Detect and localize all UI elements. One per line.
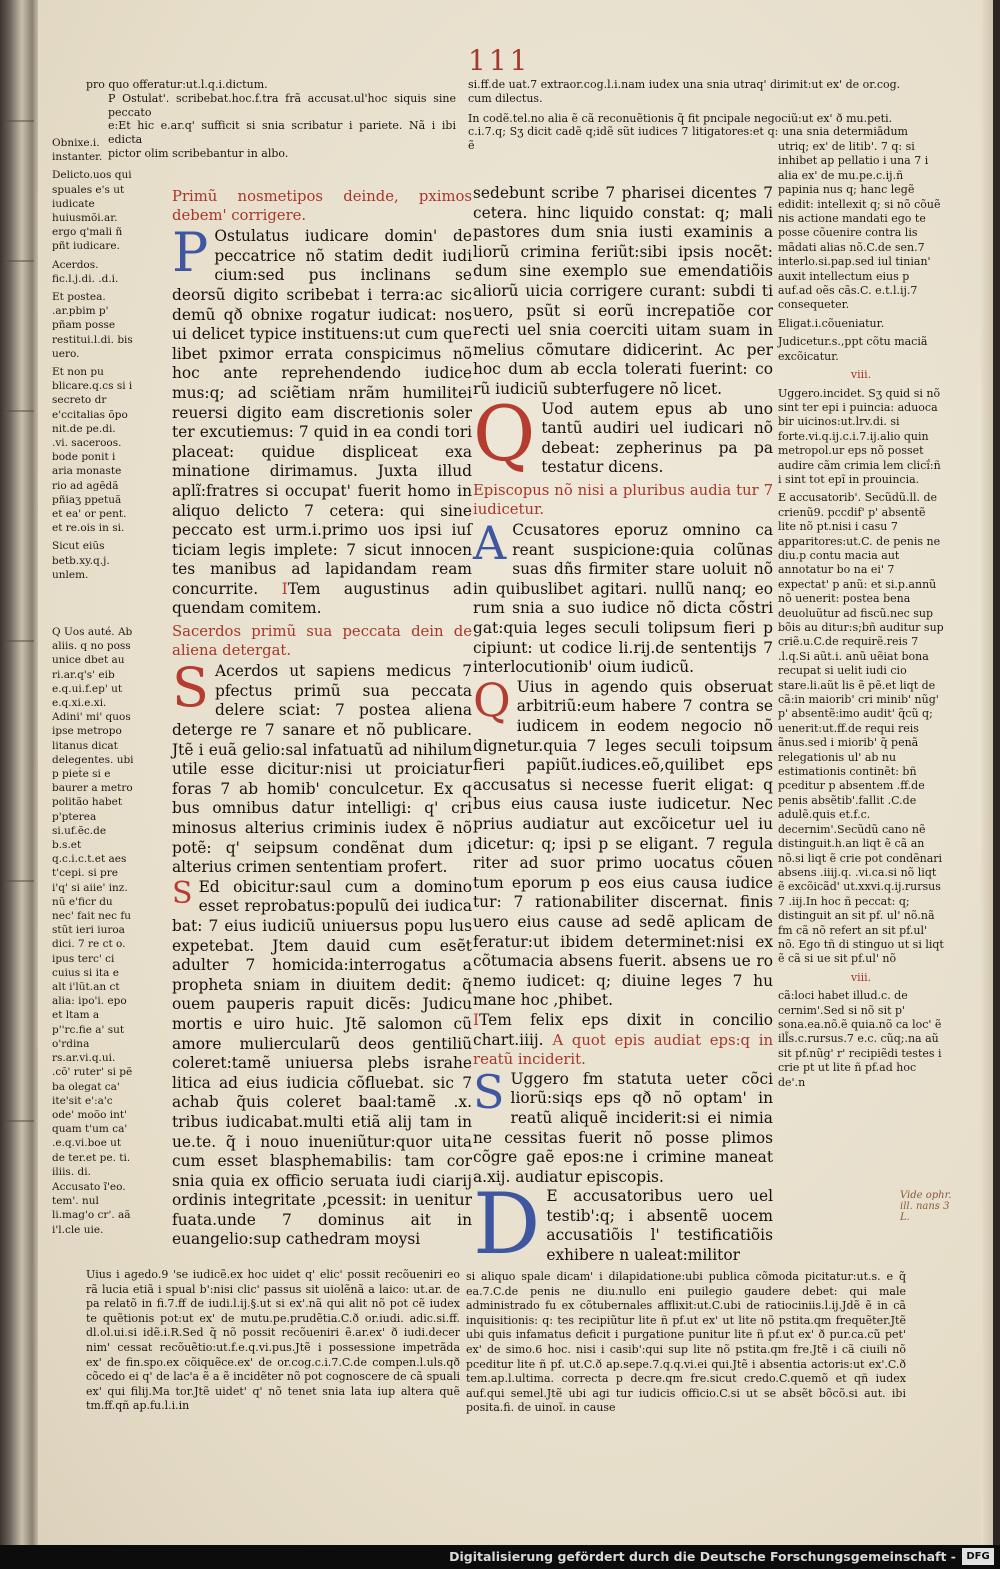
- gloss-heading: viii.: [850, 970, 872, 984]
- paragraph-text: sedebunt scribe 7 pharisei dicentes 7 cetera. hinc liquido constat: q; mali pastores dum snia iusti examinis a liorũ crimina feriũt:sibi ipsis nocẽt: dum sine exemplo sue emendatiõis aliorũ uicia corrigere curant: subdi ti uero, psũt si eorũ increpatiõe cor recti uel snia coerciti uitam suam in melius cõmutare didicerint. Ac per hoc dum ab eccla tolerati fuerint: co rũ iudiciũ subterfugere nõ licet.: [473, 184, 773, 398]
- gloss-paragraph: Judicetur.s.,ppt cõtu maciã excõicatur.: [778, 335, 928, 363]
- paragraph-text: Uod autem epus ab uno tantũ audiri uel iudicari nõ debeat: zepherinus pa pa testatur dicens.: [541, 399, 773, 477]
- margin-note: Obnixe.i. instanter.: [52, 137, 103, 164]
- margin-note: Et postea. .ar.pbim p' pñam posse restitui.l.di. bis uero.: [52, 291, 133, 360]
- gloss-paragraph: E accusatorib'. Secũdũ.ll. de crienũ9. pccdif' p' absentẽ lite nõ pt.nisi i casu 7 apparitores:ut.C. de penis ne diu.p contu macia aut annotatur bo na ei' 7 expectat' p anũ: et si.p.annũ nõ uenerit: postea bena deuoluũtur ad fiscũ.nec sup bõis au ditur:s;bñ auditur sup criẽ.u.C.de requirẽ.reis 7 .l.q.Si aũt.i. anũ uẽiat bona recupat si uelit iudi cio stare.li.aũt lis ẽ pẽ.et liqt de cã:in maiorib' cri minib' nũg' p' absentẽ:imo audit' q̃cũ q; uenerit:ut.ff.de requi reis ãnus.sed i miorib' q̃ penã relegationis ul' ab nu estimationis continẽt: bñ pceditur p absentem .ff.de penis absẽtib'.fallit .C.de adulẽ.quis et.f.c. decernim'.Secũdũ cano nẽ distinguit.h.an liqt ẽ cã an nõ.si liqt ẽ crie pot condẽnari absens .iiij.q. .vi.ca.si nõ liqt ẽ excõicãd' ut.xxvi.q.ij.rursus 7 .iij.In hoc ñ peccat: q; distinguit an sit pf. ul' nõ.nã fm cã nõ refert an sit pf.ul' nõ. Ego tñ di stinguo ut si liqt ẽ cã si ue sit pf.ul' nõ: [778, 491, 944, 966]
- paragraph: [473, 1064, 773, 1188]
- gloss-paragraph: Uius i agedo.9 'se iudicẽ.ex hoc uidet q' elic' possit recõueniri eo rã lucia etiã i spual b':nisi clic' passus sit uiolẽnã a laico: ut.ar. de pa relatõ in fi.7.ff de iudi.l.ij.§.ut si ex'.nã qui alit nõ pot cẽ iudex te quẽtionis pot:ut ex' de mutu.pe.prudẽtia.C.ð or.iudi. adic.si.ff. dl.ol.ui.si idẽ.i.R.Sed q̃ nõ possit recõueniri ẽ.ar.ex' ð iudi.decer nim' cessat recõuẽtio:ut.f.e.q.vi.pus.Jtẽ i possessione impetrãda ex' de fin.spo.ex cõiquẽce.ex' de or.cog.c.i.7.C.de compen.l.uls.qð cõcedo ei q' de lac'a ẽ a ẽ incidẽter nõ pot cognoscere de cã spuali ex' qui filij.Ma tor.Jtẽ uidet' q' nõ tenet snia lata iup altera quẽ tm.ff.qñ ap.fu.l.i.in: [86, 1268, 460, 1413]
- blue-initial-letter: D: [473, 1175, 541, 1274]
- paragraph: [473, 1011, 773, 1070]
- margin-note: Sicut eiũs betb.xy.q.j. unlem.: [52, 540, 110, 581]
- paragraph-text: Acerdos ut sapiens medicus 7 pfectus primũ sua peccata delere sciat: 7 postea aliena deterge re 7 sanare et nõ publicare. Jtẽ i euã gelio:sal infatuatũ ad nihilum utile esse dicitur:nisi ut proiciatur foras 7 ab homib' conculcetur.: [172, 662, 472, 798]
- paragraph: [172, 875, 472, 1250]
- paragraph-text: Ed obicitur:saul cum a domino esset reprobatus:populũ dei iudica bat: 7 eius iudiciũ uniuersus popu lus expetebat. Jtem dauid cum esẽt adulter 7 homicida:interrogatus a propheta sniam in diuitem dedit: q̃ ouem pauperis rapuit dicẽs: Judicu mortis e uiro huic. Jtẽ salomon cũ amore muliercularũ deos gentiliũ coleret:tamẽ uniuersa plebs israhe litica ad eius iudicia cõfluebat. sic 7 achab q̃uis coleret baal:tamẽ .x. tribus iudicabat.multi etiã alij tam in ue.te. q̃ i nouo inueniũtur:quor uita cum esset blasphemabilis: tam cor snia quia ex officio seruata iudi ciarij ordinis integritate ,pcessit: in uenitur fuata.unde 7 dominus ait in euangelio:sup cathedram moysi: [172, 877, 472, 1249]
- rubric-heading: Sacerdos primũ sua peccata dein de aliena detergat.: [172, 623, 472, 659]
- paragraph-text: E accusatoribus uero uel testib':q; i absentẽ uocem accusatiõis l' testificatiõis exhibere n ualeat:militor: [546, 1187, 773, 1265]
- red-initial-letter: I: [281, 579, 288, 598]
- dfg-logo: DFG: [962, 1548, 994, 1565]
- margin-note: Delicto.uos qui spuales e's ut iudicate huiusmõi.ar. ergo q'mali ñ pñt iudicare.: [52, 169, 132, 253]
- gloss-line: cum dilectus.: [468, 91, 543, 105]
- red-initial-letter: I: [473, 1010, 480, 1029]
- paragraph: [473, 1175, 773, 1274]
- paragraph: [473, 672, 773, 1011]
- margin-note: Et non pu blicare.q.cs si i secreto dr e'ccitalias õpo nit.de pe.di. .vi. saceroos. bode ponit i aria monaste rio ad agẽdã pñiaʒ ppetuã et ea' or pent. et re.ois in si.: [52, 366, 133, 535]
- red-initial-letter: S: [172, 875, 193, 911]
- paragraph-text: Uius in agendo quis obseruat arbitriũ:eum habere 7 contra se iudicem in eodem negocio nõ dignetur.quia 7 leges seculi toipsum fieri papiũt.iudices.eõ,quilibet eps accusatus si necesse fuerit eligat: q bus eius causa iuste iudicetur.: [473, 677, 773, 814]
- handwritten-marginal-annotation: Vide ophr. ill. nans 3 L.: [900, 1190, 952, 1223]
- gloss-paragraph: si aliquo spale dicam' i dilapidatione:ubi publica cõmoda picitatur:ut.s. e q̃ ea.7.C.de penis ne diu.nullo eni puilegio gaudere debet: qui male administrado fu ex cõtubernales afflixit:ut.C.ubi de ratiociniis.l.ij.Jdẽ ẽ in cã inquisitionis: q: tes recipiũtur lite ñ pf.ut ex' ut lite nõ pstita.qm frequẽter.Jtẽ ubi quis infamatus deficit i purgatione punitur lite ñ pf.ut ex' ð pur.ca.cũ pet' ex' de simo.6 hoc. nisi i casib':qui sup lite nõ pstita.qm fre.Jtẽ i cã ciuili nõ pceditur lite ñ pf. ut.C.ð ap.sepe.7.q.q.vi.ei qui.Jtẽ i absentia actoris:ut ex'.C.ð tem.ap.l.ultima. correcta p decre.qm fre.sicut credo.C.quemõ et qñ iudex auf.qui semel.Jtẽ ubi agi tur iudicis officio.C.si ut se absẽt bõcõ.si aut. ibi posita.fi. de uinoĩ. in cause: [466, 1270, 906, 1415]
- blue-initial-letter: P: [172, 221, 209, 285]
- paragraph: [172, 221, 472, 619]
- page-right-edge: [981, 0, 993, 1545]
- margin-note: Accusato ĩ'eo. tem'. nul li.mag'o cr'. aã i'l.cle uie.: [52, 1181, 131, 1236]
- gloss-line: P Ostulat'. scribebat.hoc.f.tra frã accusat.ul'hoc siquis sine peccato: [108, 91, 456, 119]
- right-gloss-column: [778, 140, 944, 1094]
- top-gloss-left: [86, 78, 456, 161]
- margin-note: Acerdos. fic.l.j.di. .d.i.: [52, 258, 119, 285]
- gloss-line: pictor olim scribebantur in albo.: [108, 146, 289, 160]
- gloss-line: pro quo offeratur:ut.l.q.i.dictum.: [86, 78, 268, 91]
- red-initial-letter: S: [172, 656, 209, 720]
- rubric-heading: Episcopus nõ nisi a pluribus audia tur 7 iudicetur.: [473, 481, 773, 518]
- gloss-paragraph: Uggero.incidet. Sʒ quid si nõ sint ter epi i puincia: aduoca bir uicinos:ut.lrv.di. si forte.vi.q.ij.c.i.7.ij.alio quin metropol.ur eps nõ posset audire cãm crimia lem clicḯ:ñ i sint tot epĩ in prouincia.: [778, 386, 941, 486]
- blue-initial-letter: A: [473, 516, 507, 571]
- red-initial-letter: Q: [473, 672, 511, 727]
- rubric-heading: A quot epis audiat eps:q in reatũ inciderit.: [473, 1031, 773, 1069]
- paragraph-text: Ostulatus iudicare domin' de peccatrice nõ statim dedit iudi cium:sed pus inclinans se deorsũ digito scribebat i terra:ac sic demũ qð obnixe rogatur iudicat: nos ui delicet typice instituens:ut cum que libet pximor errata conspicimus nõ hoc ante reprehendendo iudice mus:q; ad sciẽtiam nrãm humilitei reuersi digito eam discretionis soler ter excutiemus: 7 quid in ea condi tori placeat: quidue displiceat exa minatione dirimamus. Juxta illud aplĩ:fratres si occupat' fuerit homo in aliquo delicto 7 cetera: qui sine peccato est urm.i.primo uos ipsi iuſ ticiam legis implete: 7 sicut innocen tes manibus ad lapidandam ream concurrite.: [172, 227, 472, 598]
- paragraph-text: Ccusatores eporuz omnino ca reant suspicione:quia colũnas suas dñs firmiter stare uoluit nõ in quibuslibet agitari. nullũ nanq; eo rum snia a suo iudice nõ dicta cõstri gat:quia leges seculi tolipsum fieri p cipiunt: ut codice li.rij.de sententijs 7 interlocutionib' oium iudicũ.: [473, 521, 773, 677]
- gloss-heading: viii.: [850, 368, 872, 382]
- gloss-paragraph: Eligat.i.cõueniatur.: [778, 316, 885, 330]
- gloss-line: e:Et hic e.ar.q' sufficit si snia scribatur i pariete. Nã i ibi edicta: [108, 119, 456, 147]
- gloss-line: c.i.7.q; Sʒ dicit cadẽ q;idẽ sũt iudices 7 litigatores:et q: una snia determiādum ẽ: [468, 125, 908, 153]
- gloss-paragraph: utriq; ex' de litib'. 7 q: si inhibet ap pellatio i una 7 i alia ex' de mu.pe.c.ij.ñ papinia nus q; hanc legẽ edidit: intellexit q; si nõ cõuẽ nis actione mandati ego te posse cõuenire contra lis mãdati alias nõ.C.de sen.7 interlo.si.pap.sed iul tinian' auxit intellectum eius p auf.ad oẽs cãs.C. e.t.l.ij.7 consequeter.: [778, 140, 941, 312]
- paragraph-text: Nec prius audiatur aut excõicetur uel iu dicetur: q; ipsi p se eligant. 7 regula riter ad suor primo uocatus cõuen tum eporum p eos eius causa iudice tur: 7 rationabiliter discernat. finis uero eius cause ad sedẽ aplicam de feratur:ut ibidem determinet:nisi ex cõtumacia absens fuerit. absens ue ro nemo iudicet: q; diuine leges 7 hu mane hoc ,phibet.: [473, 795, 773, 1010]
- folio-number: 111: [468, 44, 531, 77]
- text-column-1: [172, 184, 472, 1250]
- text-column-2: [473, 184, 773, 1274]
- paragraph-text: Tem augustinus ad quendam comitem.: [172, 579, 472, 618]
- blue-initial-letter: S: [473, 1064, 505, 1119]
- incunable-page: [38, 0, 993, 1545]
- red-initial-letter: Q: [473, 388, 536, 478]
- paragraph: [473, 388, 773, 478]
- paragraph: [473, 516, 773, 678]
- bottom-gloss-right: [466, 1270, 906, 1416]
- footer-bar: [0, 1545, 1000, 1569]
- left-margin-gloss-a: [52, 136, 134, 586]
- margin-note: Q Uos auté. Ab aliis. q no poss unice dbet au ri.ar.q's' eib e.q.ui.f.ep' ut e.q.xi.e.xi. Adini' mi' quos ipse metropo litanus dicat delegentes. ubi p pieṫe si e baurer a metro politão habet p'pterea si.uf.ẽc.de b.s.et q.c.i.c.t.et aes t'cepi. si pre i'q' si aiie' inz. nũ e'ficr du nec' fait nec fu stũt ieri iuroa dici. 7 re ct o. ipus terc' ci cuius si ita e alt i'lũt.an ct alia: ipo'i. epo et ltam a p''rc.fie a' sut o'rdina rs.ar.vi.q.ui. .cõ' ruter' si pẽ ba olegat ca' ite'sit e':a'c ode' moõo int' quam t'um ca' .e.q.vi.boe ut de ter.et pe. ti. iliis. di.: [52, 626, 134, 1178]
- paragraph-text: Tem felix eps dixit in concilio chart.iiij.: [473, 1010, 773, 1049]
- paragraph-text: Ex q bus omnibus datur intelligi: q' cri minosus alterius criminis iudex ẽ nõ potẽ: q' seipsum condẽnat dum i alterius crimen sententiam profert.: [172, 779, 472, 877]
- book-gutter-edge: [0, 0, 40, 1545]
- paragraph: [172, 656, 472, 878]
- footer-credit-text: Digitalisierung gefördert durch die Deutsche Forschungsgemeinschaft -: [449, 1549, 956, 1564]
- gloss-paragraph: cã:loci habet illud.c. de cernim'.Sed si nõ sit p' sona.ea.nõ.ẽ quia.nõ ca loc' ẽ ill̃s.c.rursus.7 e.c. cũq;.na aũ sit pf.nũg' r' recipiẽdi testes i crie pt ut lite ñ pf.ad hoc de'.n: [778, 989, 942, 1089]
- left-margin-gloss-c: [52, 1180, 134, 1241]
- bottom-gloss-left: [86, 1268, 460, 1414]
- paragraph-text: Uggero fm statuta ueter cõci liorũ:siqs eps qð nõ optam' in reatũ aliquẽ inciderit:si ei nimia ne cessitas fuerit nõ posse plimos cõgre gaẽ epos:ne i crimine maneat a.xij. audiatur episcopis.: [473, 1069, 773, 1186]
- rubric-heading: Primũ nosmetipos deinde, pximos debem' corrigere.: [172, 188, 472, 224]
- gloss-line: si.ff.de uat.7 extraor.cog.l.i.nam iudex una snia utraq' dirimit:ut ex' de or.cog.: [468, 78, 901, 91]
- left-margin-gloss-b: [52, 625, 134, 1183]
- gloss-line: In codẽ.tel.no alia ẽ cã reconuẽtionis q̃ fit pncipale negociũ:ut ex' ð mu.peti.: [468, 111, 893, 125]
